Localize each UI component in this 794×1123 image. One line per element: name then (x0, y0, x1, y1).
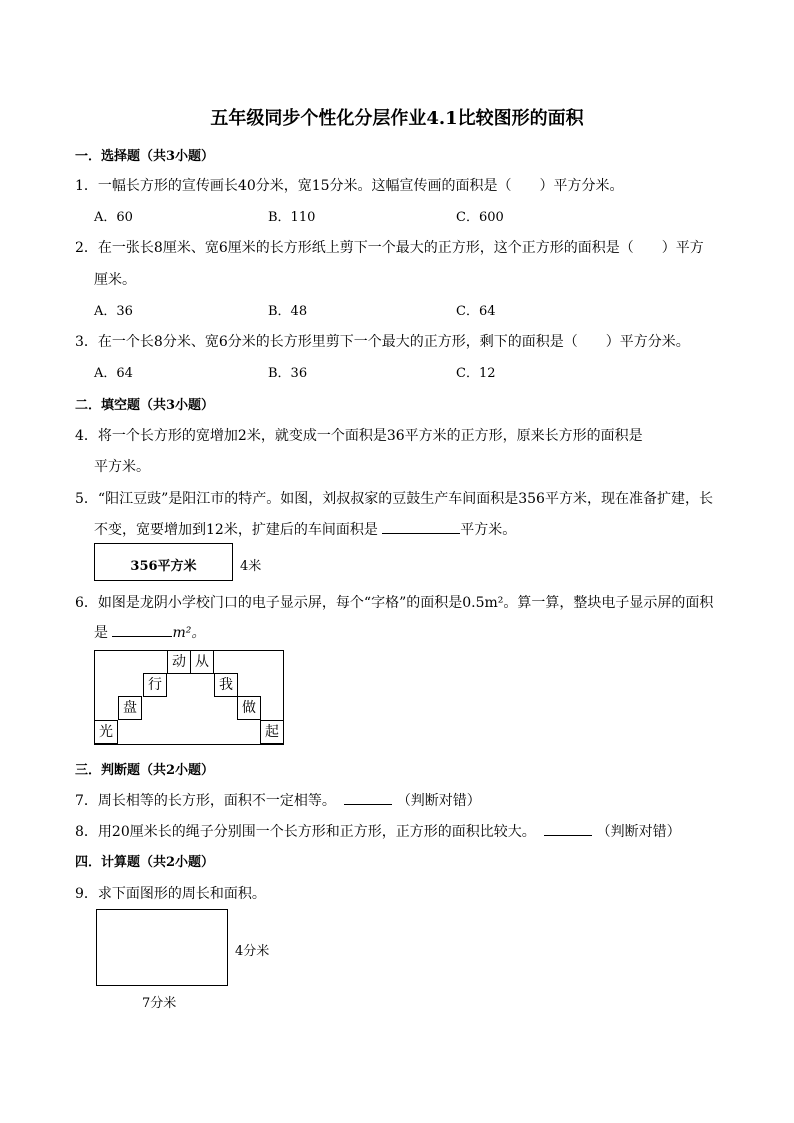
q6-line2-text: 是 (94, 625, 108, 641)
q3-option-b: B．36 (268, 366, 308, 381)
question-5-line2 (94, 519, 516, 539)
q5-line2-unit: 平方米。 (460, 522, 517, 538)
question-6-line2 (94, 622, 205, 642)
question-6-line1: 6．如图是龙阴小学校门口的电子显示屏，每个“字格”的面积是0.5m²。算一算，整块电子显示屏的面积 (75, 595, 714, 611)
q1-option-b: B．110 (268, 210, 316, 225)
char-cell: 做 (237, 696, 261, 720)
char-cell: 我 (214, 673, 238, 697)
question-4-line2: 平方米。 (94, 459, 150, 475)
page-title: 五年级同步个性化分层作业4.1比较图形的面积 (210, 108, 584, 129)
section-heading-judge: 三．判断题（共2小题） (75, 763, 215, 778)
q2-option-b: B．48 (268, 304, 308, 319)
section-heading-choice: 一．选择题（共3小题） (75, 149, 215, 164)
q3-option-a: A．64 (94, 366, 133, 381)
q2-option-a: A．36 (94, 304, 133, 319)
question-2-line2: 厘米。 (94, 272, 136, 288)
q5-answer-blank[interactable] (382, 519, 460, 534)
section-heading-calc: 四．计算题（共2小题） (75, 855, 215, 870)
char-cell: 光 (94, 720, 118, 744)
char-cell: 起 (260, 720, 284, 744)
question-1-text: 1．一幅长方形的宣传画长40分米，宽15分米。这幅宣传画的面积是（ ）平方分米。 (75, 178, 624, 194)
q6-answer-blank[interactable] (112, 622, 172, 637)
question-9-text: 9．求下面图形的周长和面积。 (75, 886, 266, 902)
q1-option-c: C．600 (456, 210, 504, 225)
section-heading-fill: 二．填空题（共3小题） (75, 398, 215, 413)
q7-answer-blank[interactable] (344, 790, 392, 805)
question-7 (75, 790, 481, 810)
question-8 (75, 821, 681, 841)
question-3-text: 3．在一个长8分米、宽6分米的长方形里剪下一个最大的正方形，剩下的面积是（ ）平方分米。 (75, 334, 690, 350)
q8-tail: （判断对错） (596, 824, 681, 840)
q6-unit: m²。 (172, 625, 206, 641)
q7-tail: （判断对错） (396, 793, 481, 809)
q9-length-label: 7分米 (142, 996, 177, 1011)
q1-option-a: A．60 (94, 210, 133, 225)
q5-area-label: 356平方米 (130, 559, 197, 574)
question-4-line1: 4．将一个长方形的宽增加2米，就变成一个面积是36平方米的正方形，原来长方形的面积是 (75, 428, 643, 444)
question-2-line1: 2．在一张长8厘米、宽6厘米的长方形纸上剪下一个最大的正方形，这个正方形的面积是（ ）平方 (75, 240, 704, 256)
q8-answer-blank[interactable] (544, 821, 592, 836)
q3-option-c: C．12 (456, 366, 496, 381)
char-cell: 从 (190, 650, 214, 674)
q9-width-label: 4分米 (235, 944, 270, 959)
q7-text: 7．周长相等的长方形，面积不一定相等。 (75, 793, 336, 809)
q5-rectangle-figure (94, 543, 233, 581)
q6-display-screen-figure (94, 650, 284, 745)
char-cell: 动 (167, 650, 191, 674)
q2-option-c: C．64 (456, 304, 496, 319)
q8-text: 8．用20厘米长的绳子分别围一个长方形和正方形，正方形的面积比较大。 (75, 824, 536, 840)
q5-width-label: 4米 (240, 559, 262, 574)
q9-rectangle-figure (96, 909, 228, 986)
question-5-line1: 5．“阳江豆豉”是阳江市的特产。如图，刘叔叔家的豆鼓生产车间面积是356平方米，现在准备扩建，长 (75, 491, 713, 507)
q5-line2-text: 不变，宽要增加到12米，扩建后的车间面积是 (94, 522, 378, 538)
char-cell: 行 (143, 673, 167, 697)
char-cell: 盘 (118, 696, 142, 720)
